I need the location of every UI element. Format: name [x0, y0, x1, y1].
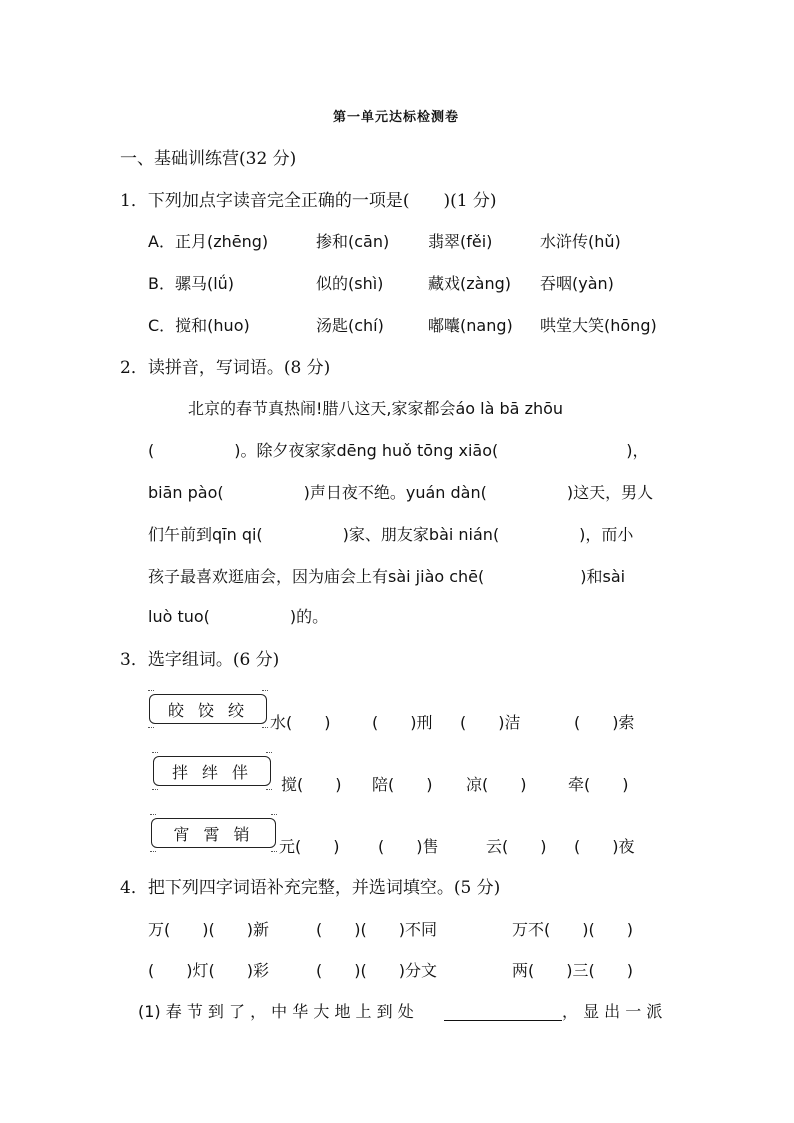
- q1-option-b-word-4: 吞咽(yàn): [540, 274, 614, 293]
- question-1-stem: 1．下列加点字读音完全正确的一项是( )(1 分): [120, 191, 497, 211]
- q3-blank-3-3: 云( ): [486, 837, 547, 856]
- q4-idiom-2: ( )( )不同: [316, 920, 437, 939]
- q1-option-a-word-3: 翡翠(fěi): [428, 232, 493, 251]
- q4-sentence-1-end: ， 显 出 一 派: [562, 1002, 663, 1021]
- q3-blank-2-4: 牵( ): [568, 775, 629, 794]
- q2-passage-line-1: 北京的春节真热闹!腊八这天,家家都会áo là bā zhōu: [188, 399, 564, 418]
- q1-option-a-word-4: 水浒传(hǔ): [540, 232, 621, 251]
- q3-blank-3-4: ( )夜: [574, 837, 635, 856]
- q1-option-b-word-1: B．骡马(lǘ): [148, 274, 235, 293]
- q4-idiom-5: ( )( )分文: [316, 961, 437, 980]
- q4-sentence-1-start: (1) 春 节 到 了 ， 中 华 大 地 上 到 处: [138, 1002, 414, 1021]
- q3-blank-3-1: 元( ): [279, 837, 340, 856]
- q1-option-c-word-2: 汤匙(chí): [316, 316, 384, 335]
- q1-option-c-word-4: 哄堂大笑(hōng): [540, 316, 657, 335]
- q1-option-c-word-3: 嘟囔(nang): [428, 316, 513, 335]
- character-choice-box: 皎饺绞: [149, 694, 267, 724]
- q2-passage-line-3: biān pào( )声日夜不绝。yuán dàn( )这天，男人: [148, 483, 654, 502]
- q3-blank-2-2: 陪( ): [372, 775, 433, 794]
- q3-blank-1-3: ( )洁: [460, 713, 521, 732]
- q3-blank-1-1: 水( ): [270, 713, 331, 732]
- q1-option-b-word-3: 藏戏(zàng): [428, 274, 511, 293]
- q3-blank-1-2: ( )刑: [372, 713, 433, 732]
- question-2-stem: 2．读拼音，写词语。(8 分): [120, 358, 331, 378]
- q4-idiom-3: 万不( )( ): [512, 920, 633, 939]
- q4-idiom-4: ( )灯( )彩: [148, 961, 269, 980]
- character-choice-box: 宵霄销: [151, 818, 276, 848]
- section-heading: 一、基础训练营(32 分): [120, 149, 297, 169]
- character-choice-box: 拌绊伴: [153, 756, 271, 786]
- q4-idiom-1: 万( )( )新: [148, 920, 269, 939]
- question-3-stem: 3．选字组词。(6 分): [120, 650, 280, 670]
- q2-passage-line-2: ( )。除夕夜家家dēng huǒ tōng xiāo( )，: [148, 441, 649, 460]
- q4-idiom-6: 两( )三( ): [512, 961, 633, 980]
- q3-blank-1-4: ( )索: [574, 713, 635, 732]
- q1-option-c-word-1: C．搅和(huo): [148, 316, 250, 335]
- q1-option-a-word-2: 掺和(cān): [316, 232, 390, 251]
- q2-passage-line-5: 孩子最喜欢逛庙会，因为庙会上有sài jiào chē( )和sài: [148, 567, 626, 586]
- q3-blank-2-1: 搅( ): [281, 775, 342, 794]
- q2-passage-line-4: 们午前到qīn qi( )家、朋友家bài nián( )，而小: [148, 525, 634, 544]
- question-4-stem: 4．把下列四字词语补充完整，并选词填空。(5 分): [120, 878, 501, 898]
- answer-blank: [444, 1020, 562, 1021]
- q3-blank-3-2: ( )售: [378, 837, 439, 856]
- q2-passage-line-6: luò tuo( )的。: [148, 607, 329, 626]
- page-title: 第一单元达标检测卷: [333, 110, 460, 125]
- q1-option-b-word-2: 似的(shì): [316, 274, 384, 293]
- q3-blank-2-3: 凉( ): [466, 775, 527, 794]
- q1-option-a-word-1: A．正月(zhēng): [148, 232, 269, 251]
